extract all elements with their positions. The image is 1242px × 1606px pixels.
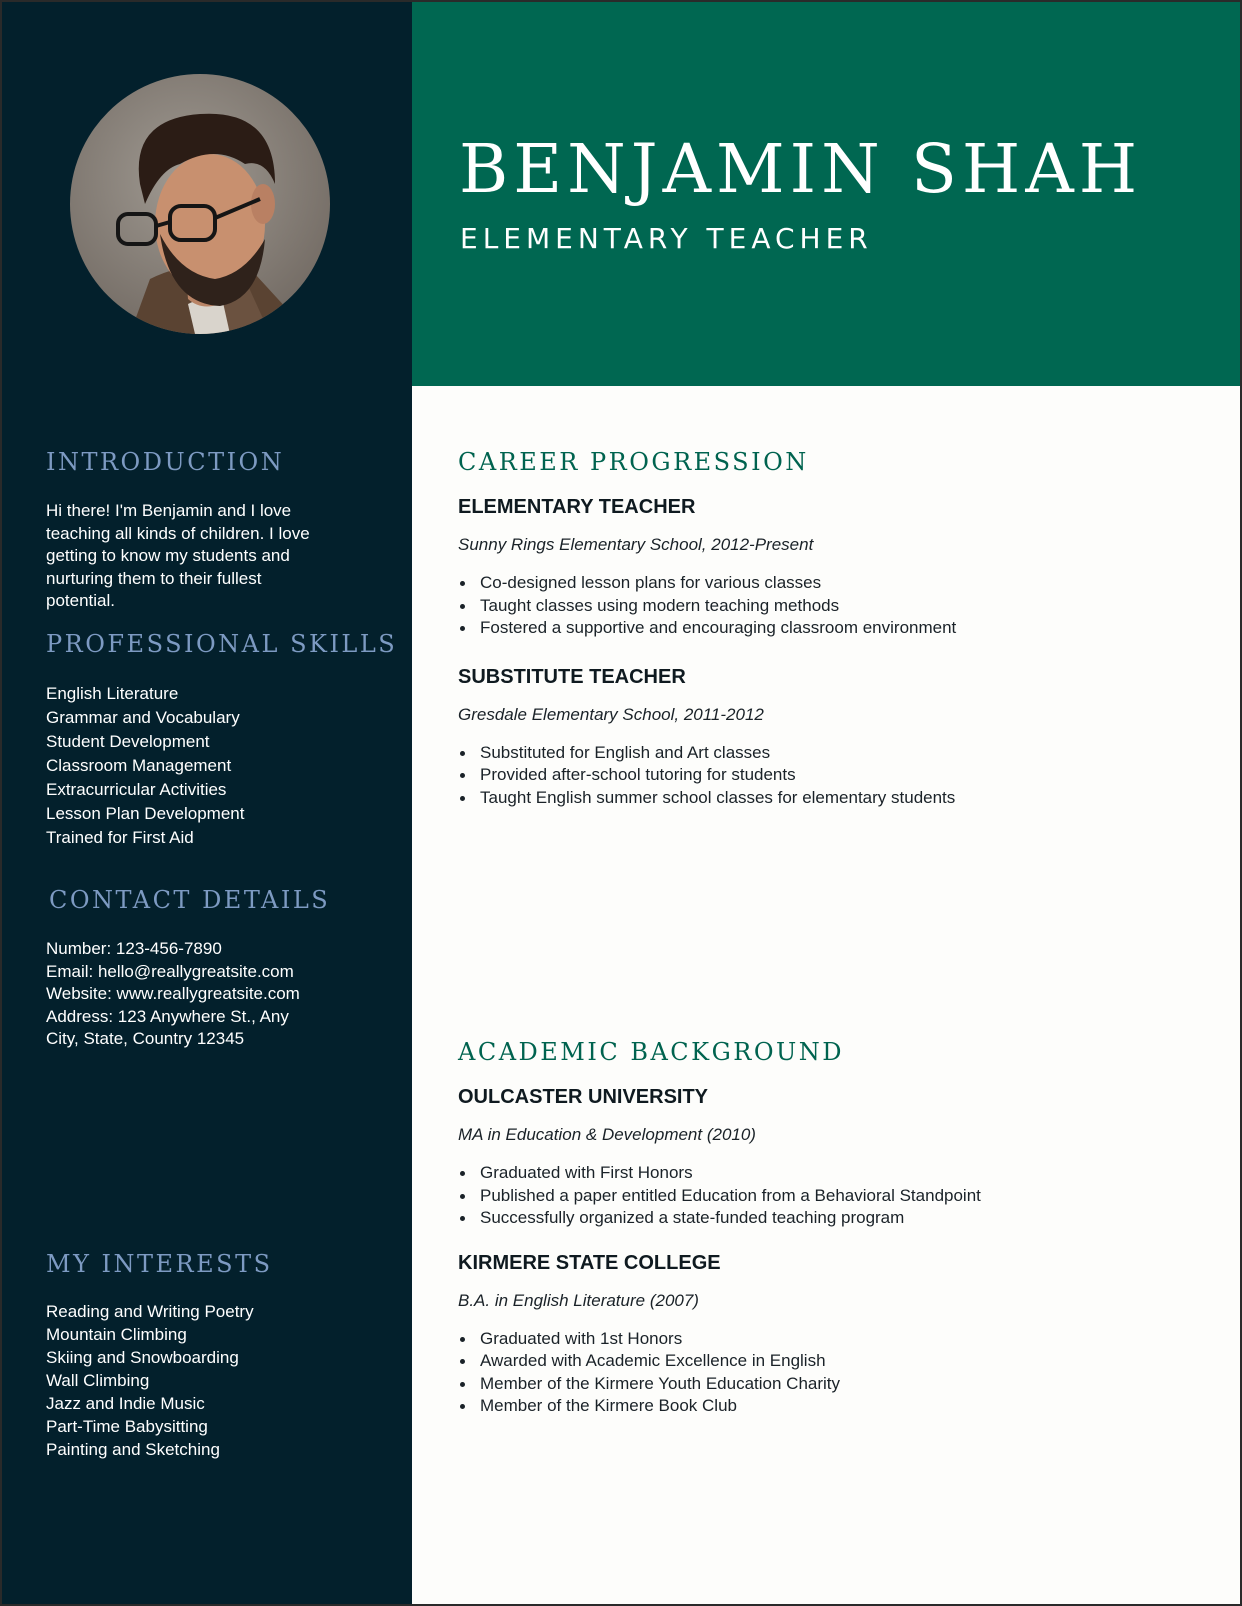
entry-subtitle: B.A. in English Literature (2007) [458, 1290, 699, 1310]
bullet-item: Awarded with Academic Excellence in English [458, 1350, 1218, 1373]
introduction-text: Hi there! I'm Benjamin and I love teaching all kinds of children. I love getting to know my students and nurturing them to their fullest potential. [46, 501, 310, 610]
entry [458, 1252, 1218, 1418]
list-item: Lesson Plan Development [46, 804, 245, 823]
entry-title: ELEMENTARY TEACHER [458, 496, 696, 518]
entry [458, 1086, 1218, 1230]
bullet-item: Co-designed lesson plans for various classes [458, 572, 1218, 595]
list-item: Part-Time Babysitting [46, 1417, 208, 1436]
contact-number: Number: 123-456-7890 [46, 939, 222, 958]
bullet-item: Member of the Kirmere Book Club [458, 1395, 1218, 1418]
sidebar [2, 2, 412, 1606]
entry-title: KIRMERE STATE COLLEGE [458, 1251, 721, 1274]
list-item: Grammar and Vocabulary [46, 708, 240, 727]
bullet-item: Graduated with 1st Honors [458, 1328, 1218, 1351]
introduction-section [46, 448, 386, 613]
skills-list [46, 682, 386, 850]
candidate-name: BENJAMIN SHAH [459, 130, 1143, 208]
list-item: English Literature [46, 684, 179, 703]
list-item: Classroom Management [46, 756, 232, 775]
interests-section [46, 1250, 386, 1461]
profile-photo [70, 74, 330, 334]
bullet-item: Provided after-school tutoring for students [458, 764, 1218, 787]
academic-heading: ACADEMIC BACKGROUND [458, 1038, 844, 1066]
bullet-list [458, 742, 1218, 810]
bullet-list [458, 572, 1218, 640]
candidate-role: ELEMENTARY TEACHER [460, 222, 873, 255]
academic-section [458, 1038, 1218, 1418]
list-item: Mountain Climbing [46, 1325, 187, 1344]
academic-entries [458, 1086, 1218, 1418]
bullet-item: Successfully organized a state-funded teaching program [458, 1207, 1218, 1230]
entry [458, 666, 1218, 810]
list-item: Jazz and Indie Music [46, 1394, 205, 1413]
introduction-heading: INTRODUCTION [46, 448, 285, 476]
entry-subtitle: Gresdale Elementary School, 2011-2012 [458, 704, 764, 724]
interests-heading: MY INTERESTS [46, 1250, 273, 1278]
contact-email: Email: hello@reallygreatsite.com [46, 961, 294, 981]
entry-subtitle: Sunny Rings Elementary School, 2012-Present [458, 535, 814, 554]
entry-title: SUBSTITUTE TEACHER [458, 665, 686, 688]
list-item: Student Development [46, 732, 210, 751]
bullet-list [458, 1162, 1218, 1230]
interests-list [46, 1300, 386, 1461]
bullet-item: Substituted for English and Art classes [458, 742, 1218, 765]
contact-heading: CONTACT DETAILS [49, 886, 331, 914]
list-item: Reading and Writing Poetry [46, 1302, 254, 1321]
contact-section [46, 886, 389, 1051]
entry-title: OULCASTER UNIVERSITY [458, 1086, 709, 1108]
bullet-list [458, 1328, 1218, 1418]
career-section [458, 448, 1218, 809]
list-item: Trained for First Aid [46, 828, 194, 847]
bullet-item: Published a paper entitled Education from a Behavioral Standpoint [458, 1185, 1218, 1208]
list-item: Painting and Sketching [46, 1440, 220, 1459]
portrait-illustration [70, 74, 330, 334]
entry-subtitle: MA in Education & Development (2010) [458, 1125, 756, 1144]
career-heading: CAREER PROGRESSION [458, 448, 809, 476]
bullet-item: Taught classes using modern teaching methods [458, 595, 1218, 618]
header-banner [412, 2, 1242, 386]
contact-address: Address: 123 Anywhere St., Any City, State, Country 12345 [46, 1006, 289, 1048]
bullet-item: Fostered a supportive and encouraging classroom environment [458, 617, 1218, 640]
list-item: Extracurricular Activities [46, 780, 227, 799]
bullet-item: Taught English summer school classes for elementary students [458, 787, 1218, 810]
entry [458, 496, 1218, 640]
bullet-item: Graduated with First Honors [458, 1162, 1218, 1185]
list-item: Wall Climbing [46, 1371, 150, 1390]
contact-website: Website: www.reallygreatsite.com [46, 984, 300, 1003]
list-item: Skiing and Snowboarding [46, 1348, 239, 1367]
bullet-item: Member of the Kirmere Youth Education Charity [458, 1373, 1218, 1396]
skills-heading: PROFESSIONAL SKILLS [46, 630, 398, 658]
career-entries [458, 496, 1218, 809]
skills-section [46, 630, 398, 850]
